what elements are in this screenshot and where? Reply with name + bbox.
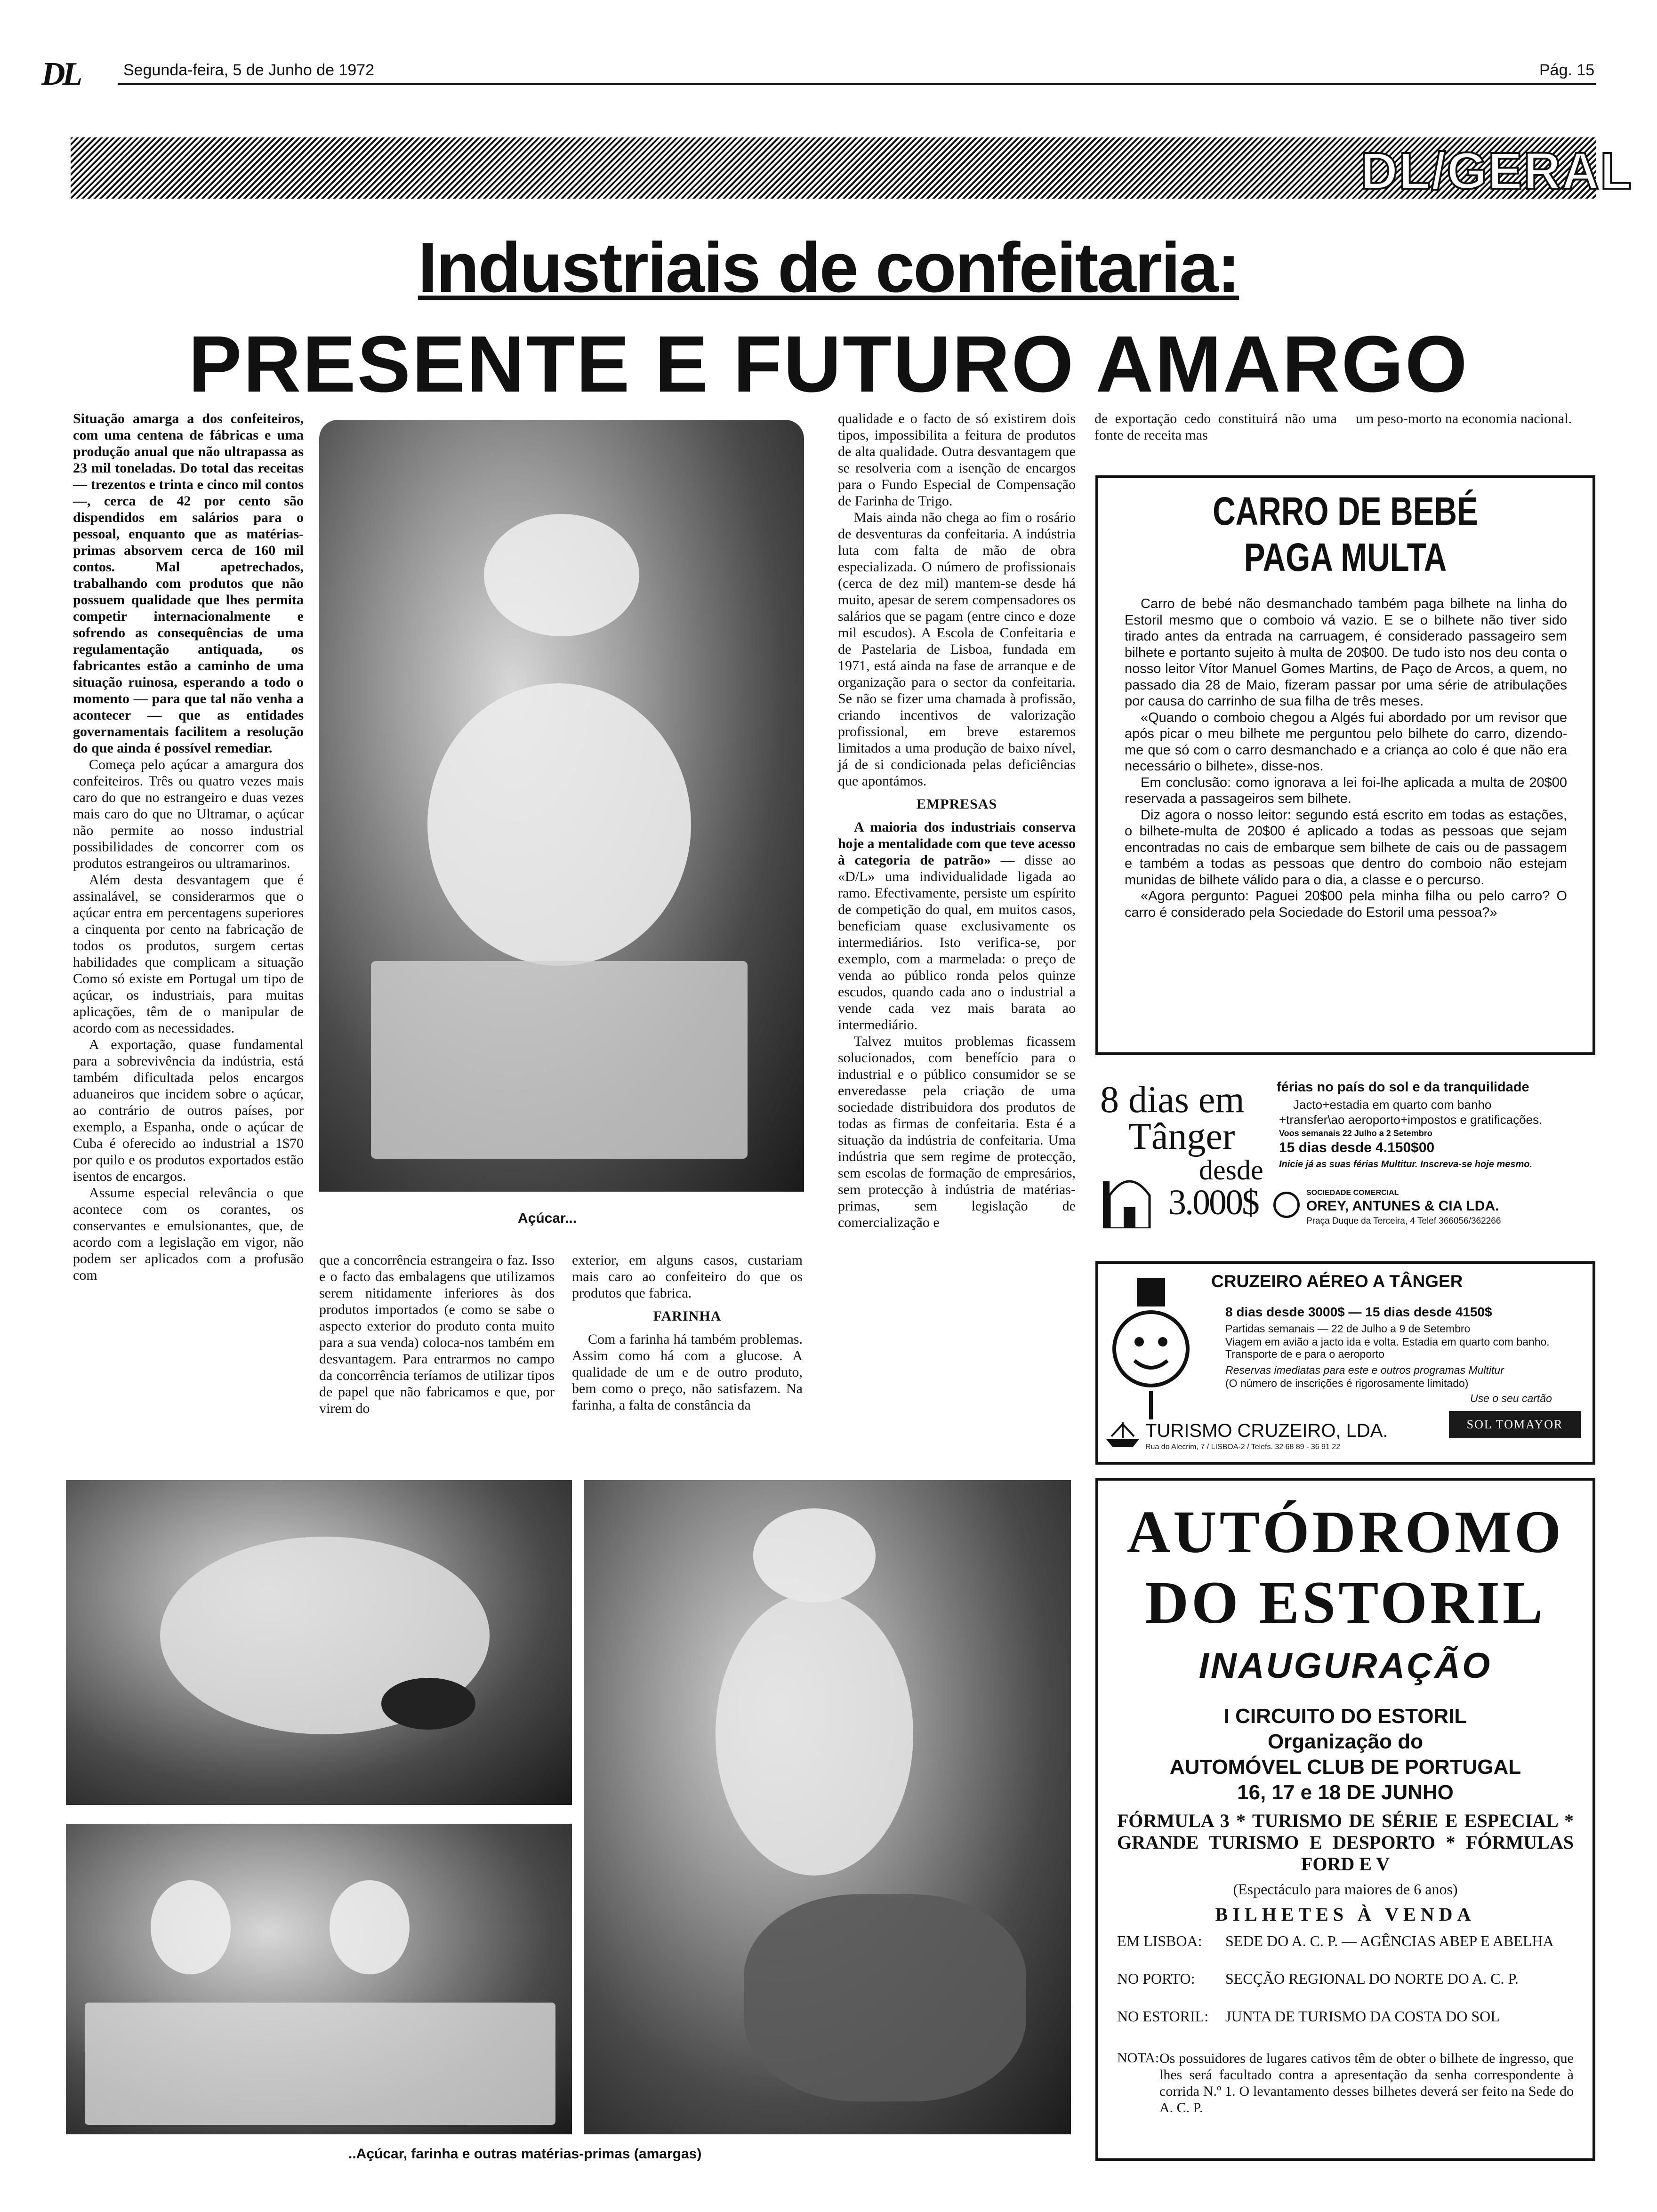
quote-rest: — disse ao «D/L» uma individualidade ligada ao ramo. Efectivamente, persiste um espírito de competição do qual, em muitos casos, beneficiam quase exclusivamente os intermediários. Isto verifica-se, por exemplo, com a marmelada: o preço de venda ao público ronda pelos quinze escudos, quando cada ano o industrial a vende cada vez mais barata ao intermediário. — [838, 852, 1076, 1033]
article-paragraph: de exportação cedo constituirá não uma fonte de receita mas — [1094, 411, 1337, 443]
article-paragraph: Assume especial relevância o que acontece com os corantes, os conservantes e emulsionantes, que, de acordo com a legislação em vigor, não podem ser aplicados com a profusão com — [73, 1185, 304, 1283]
ad-autodromo-sale-label: NO PORTO: — [1117, 1970, 1195, 1987]
ad-autodromo — [1095, 1478, 1595, 2161]
ad-cruzeiro-text: Partidas semanais — 22 de Julho a 9 de Setembro — [1225, 1322, 1471, 1335]
ad-autodromo-tickets: BILHETES À VENDA — [1215, 1904, 1476, 1925]
photo-confectioner-sugar — [319, 420, 804, 1192]
ad-cruzeiro-text: Use o seu cartão — [1470, 1392, 1552, 1404]
ad-tanger-company: OREY, ANTUNES & CIA LDA. — [1306, 1198, 1499, 1214]
ad-tanger-price: 3.000$ — [1168, 1183, 1258, 1222]
section-label: DL/GERAL — [1360, 142, 1633, 200]
ad-autodromo-text: I CIRCUITO DO ESTORIL — [1223, 1705, 1467, 1728]
sidebar-paragraph: «Quando o comboio chegou a Algés fui abordado por um revisor que após picar o meu bilhete me perguntou pelo bilhete do carro, dizendo-me que só com o carro desmanchado e a criança ao colo é que não era necessário o bilhete», disse-nos. — [1125, 710, 1567, 774]
ad-autodromo-note-label: NOTA: — [1117, 2050, 1159, 2066]
article-paragraph: exterior, em alguns casos, custariam mais caro ao confeiteiro do que os produtos que fabrica. — [572, 1252, 803, 1301]
ad-tanger-address: Praça Duque da Terceira, 4 Telef 366056/362266 — [1306, 1216, 1501, 1226]
ad-tanger-line3: desde — [1199, 1154, 1263, 1186]
article-paragraph: Começa pelo açúcar a amargura dos confeiteiros. Três ou quatro vezes mais caro do que no estrangeiro e duas vezes mais caro do que no Ultramar, o açúcar não permite ao nosso industrial possibilidades de concorrer com os produtos estrangeiros ou ultramarinos. — [73, 757, 304, 871]
ad-autodromo-title-1: AUTÓDROMO — [1126, 1499, 1564, 1565]
ad-autodromo-events: FÓRMULA 3 * TURISMO DE SÉRIE E ESPECIAL * GRANDE TURISMO E DESPORTO * FÓRMULAS FORD E V — [1117, 1810, 1574, 1875]
photo-mixing-machine — [584, 1480, 1071, 2134]
article-paragraph: A exportação, quase fundamental para a sobrevivência da indústria, está também dificultada pelos encargos aduaneiros que incidem sobre o açúcar, ao contrário de outros países, por exemplo, a Espanha, onde o açúcar de Cuba é oferecido ao industrial a 1$70 por quilo e os produtos exportados estão isentos de encargos. — [73, 1037, 304, 1184]
ad-autodromo-text: 16, 17 e 18 DE JUNHO — [1237, 1781, 1454, 1804]
article-column-2 — [319, 1252, 555, 1417]
ad-cruzeiro-title: CRUZEIRO AÉREO A TÂNGER — [1211, 1272, 1463, 1291]
ad-autodromo-inauguracao: INAUGURAÇÃO — [1199, 1646, 1492, 1686]
subhead-empresas: EMPRESAS — [916, 796, 997, 812]
ad-cruzeiro-address: Rua do Alecrim, 7 / LISBOA-2 / Telefs. 32 68 89 - 36 91 22 — [1145, 1443, 1341, 1451]
ad-autodromo-sale-label: NO ESTORIL: — [1117, 2008, 1209, 2025]
article-paragraph: Com a farinha há também problemas. Assim como há com a glucose. A qualidade de um e de outro produto, bem como o preço, não satisfazem. Na farinha, a falta de constância da — [572, 1331, 803, 1413]
sidebar-paragraph: Carro de bebé não desmanchado também paga bilhete na linha do Estoril mesmo que o comboio vá vazio. E se o bilhete não tiver sido tirado antes da entrada na carruagem, é considerado passageiro sem bilhete e portanto sujeito à multa de 20$00. De tudo isto nos deu conta o nosso leitor Vítor Manuel Gomes Martins, de Paço de Arcos, a quem, no passado dia 28 de Maio, fizeram passar por uma série de atribulações por causa do carrinho de sua filha de três meses. — [1125, 596, 1567, 709]
ad-tanger-text: 15 dias desde 4.150$00 — [1279, 1140, 1435, 1155]
header-rule — [118, 83, 1596, 85]
ad-tanger-text: Inicie já as suas férias Multitur. Inscreva-se hoje mesmo. — [1279, 1159, 1533, 1170]
article-paragraph: que a concorrência estrangeira o faz. Isso e o facto das embalagens que utilizamos serem nitidamente inferiores às dos produtos importados (e como se sabe o aspecto exterior do produto conta muito para a sua venda) coloca-nos também em desvantagem. Para entrarmos no campo da concorrência teríamos de utilizar tipos de papel que não fabricamos e que, por virem do — [319, 1252, 555, 1416]
quote-lead: A maioria dos industriais conserva hoje a mentalidade com que teve acesso à categoria de patrão» — [838, 819, 1076, 868]
header-date: Segunda-feira, 5 de Junho de 1972 — [123, 61, 375, 79]
orey-logo-icon — [1273, 1192, 1300, 1218]
article-column-6 — [1356, 410, 1591, 427]
article-column-1 — [73, 410, 304, 1283]
ad-autodromo-sale-text: JUNTA DE TURISMO DA COSTA DO SOL — [1225, 2008, 1500, 2025]
article-column-4 — [838, 410, 1076, 1231]
sidebar-paragraph: Em conclusão: como ignorava a lei foi-lhe aplicada a multa de 20$00 reservada a passageiros sem bilhete. — [1125, 775, 1567, 806]
ad-tanger-text: +transfer\ao aeroporto+impostos e gratificações. — [1279, 1113, 1543, 1127]
ad-autodromo-sale-text: SECÇÃO REGIONAL DO NORTE DO A. C. P. — [1225, 1970, 1519, 1987]
photo-bakery-workroom — [66, 1824, 572, 2134]
bottom-caption: ..Açúcar, farinha e outras matérias-primas (amargas) — [348, 2146, 702, 2162]
photo-caption: Açúcar... — [518, 1210, 577, 1226]
ad-cruzeiro-text: (O número de inscrições é rigorosamente limitado) — [1225, 1377, 1469, 1389]
ad-autodromo-title-2: DO ESTORIL — [1145, 1569, 1546, 1636]
page-number: Pág. 15 — [1539, 61, 1595, 79]
ad-autodromo-text: Organização do — [1267, 1730, 1424, 1753]
sidebar-paragraph: Diz agora o nosso leitor: segundo está escrito em todas as estações, o bilhete-multa de 20$00 é aplicado a todas as pessoas que sejam encontradas no cais de embarque sem bilhete de cais ou de passagem e também a todas as pessoas que dentro do comboio não estejam munidas de bilhete válido para o dia, a classe e o percurso. — [1125, 807, 1567, 888]
sidebar-paragraph: «Agora pergunto: Paguei 20$00 pela minha filha ou pelo carro? O carro é considerado pela Sociedade do Estoril uma pessoa?» — [1125, 889, 1567, 920]
mosque-icon — [1100, 1162, 1159, 1228]
ad-cruzeiro-text: 8 dias desde 3000$ — 15 dias desde 4150$ — [1225, 1305, 1492, 1319]
photo-dough-hands — [66, 1480, 572, 1805]
article-lead: Situação amarga a dos confeiteiros, com uma centena de fábricas e uma produção anual que não ultrapassa as 23 mil toneladas. Do total das receitas — trezentos e trinta e cinco mil contos —, cerca de 42 por cento são dispendidos em salários para o pessoal, enquanto que as matérias-primas absorvem cerca de 160 mil contos. Mal apetrechados, trabalhando com produtos que não possuem qualidade que lhes permita competir internacionalmente e sofrendo as consequências de uma regulamentação antiquada, os fabricantes estão a caminho de uma situação ruinosa, esperando a todo o momento — para que tal não venha a acontecer — que as entidades governamentais facilitem a resolução do que ainda é possível remediar. — [73, 411, 304, 756]
sidebar-story-title-1: CARRO DE BEBÉ — [1213, 489, 1478, 533]
ad-tanger-text: Jacto+estadia em quarto com banho — [1293, 1098, 1492, 1112]
article-column-5 — [1094, 410, 1337, 443]
article-column-3 — [572, 1252, 803, 1413]
article-paragraph — [838, 819, 1076, 1033]
article-paragraph: Talvez muitos problemas ficassem solucionados, com benefício para o industrial e o público consumidor se se enveredasse pela criação de uma sociedade distribuidora dos produtos de todas as firmas de confeitaria. Esta é a situação da indústria de confeitaria. Uma indústria que sem regime de protecção, sem escolas de formação de empresários, sem protecção à indústria de matérias-primas, sem legislação de comercialização e — [838, 1034, 1076, 1230]
ad-autodromo-note-text: Os possuidores de lugares cativos têm de obter o bilhete de ingresso, que lhes será facultado contra a apresentação da senha correspondente à corrida N.º 1. O levantamento desses bilhetes deverá ser feito na Sede do A. C. P. — [1159, 2051, 1574, 2116]
article-paragraph: Mais ainda não chega ao fim o rosário de desventuras da confeitaria. A indústria luta com falta de mão de obra especializada. O número de profissionais (cerca de dez mil) mantem-se desde há muito, apesar de serem compensadores os salários que se pagam (entre cinco e doze mil escudos). A Escola de Confeitaria e de Pastelaria de Lisboa, fundada em 1971, está ainda na fase de arranque e de organização para o sector da confeitaria. Se não se fizer uma chamada à profissão, criando incentivos de valorização profissional, em breve estaremos limitados a uma produção de baixo nível, já de si condicionada pelas deficiências que apontámos. — [838, 510, 1076, 789]
ad-cruzeiro-company: TURISMO CRUZEIRO, LDA. — [1145, 1420, 1388, 1441]
ad-autodromo-sale-label: EM LISBOA: — [1117, 1932, 1202, 1949]
ad-tanger-head: férias no país do sol e da tranquilidade — [1277, 1080, 1529, 1095]
header-logo: DL — [41, 56, 80, 92]
ad-autodromo-sale-text: SEDE DO A. C. P. — AGÊNCIAS ABEP E ABELHA — [1225, 1932, 1554, 1949]
ad-autodromo-text: (Espectáculo para maiores de 6 anos) — [1233, 1881, 1458, 1898]
article-paragraph: qualidade e o facto de só existirem dois tipos, impossibilita a feitura de produtos de alta qualidade. Outra desvantagem que se resolveria com a isenção de encargos para o Fundo Especial de Compensação de Farinha de Trigo. — [838, 411, 1076, 509]
ad-tanger-line1: 8 dias em — [1100, 1079, 1245, 1121]
ad-autodromo-text: AUTOMÓVEL CLUB DE PORTUGAL — [1169, 1755, 1521, 1779]
ad-tanger-line2: Tânger — [1128, 1116, 1235, 1157]
ship-icon — [1104, 1420, 1142, 1449]
article-paragraph: um peso-morto na economia nacional. — [1356, 411, 1572, 426]
sidebar-story-title-2: PAGA MULTA — [1244, 535, 1447, 579]
ad-cruzeiro-text: Viagem em avião a jacto ida e volta. Estadia em quarto com banho. Transporte de e para o aeroporto — [1225, 1336, 1550, 1360]
ad-cruzeiro-text: Reservas imediatas para este e outros programas Multitur — [1225, 1364, 1504, 1376]
article-paragraph: Além desta desvantagem que é assinalável, se considerarmos que o açúcar entra em percentagens superiores a cinquenta por cento na fabricação de todos os produtos, surgem certas habilidades que complicam a situação Como só existe em Portugal um tipo de açúcar, os industriais, para muitas aplicações, têm de o manipular de acordo com as necessidades. — [73, 872, 304, 1036]
ad-cruzeiro-card: SOL TOMAYOR — [1449, 1411, 1581, 1438]
sidebar-story-box — [1095, 475, 1595, 1055]
ad-tanger-company-small: SOCIEDADE COMERCIAL — [1306, 1189, 1399, 1197]
lantern-sun-icon — [1104, 1278, 1198, 1424]
headline-kicker: Industriais de confeitaria: — [418, 228, 1239, 307]
ad-tanger — [1095, 1078, 1590, 1233]
subhead-farinha: FARINHA — [653, 1308, 722, 1324]
ad-tanger-text: Voos semanais 22 Julho a 2 Setembro — [1279, 1129, 1432, 1138]
sidebar-story-body — [1125, 596, 1567, 921]
ad-cruzeiro — [1095, 1261, 1595, 1465]
headline-main: PRESENTE E FUTURO AMARGO — [188, 320, 1469, 409]
